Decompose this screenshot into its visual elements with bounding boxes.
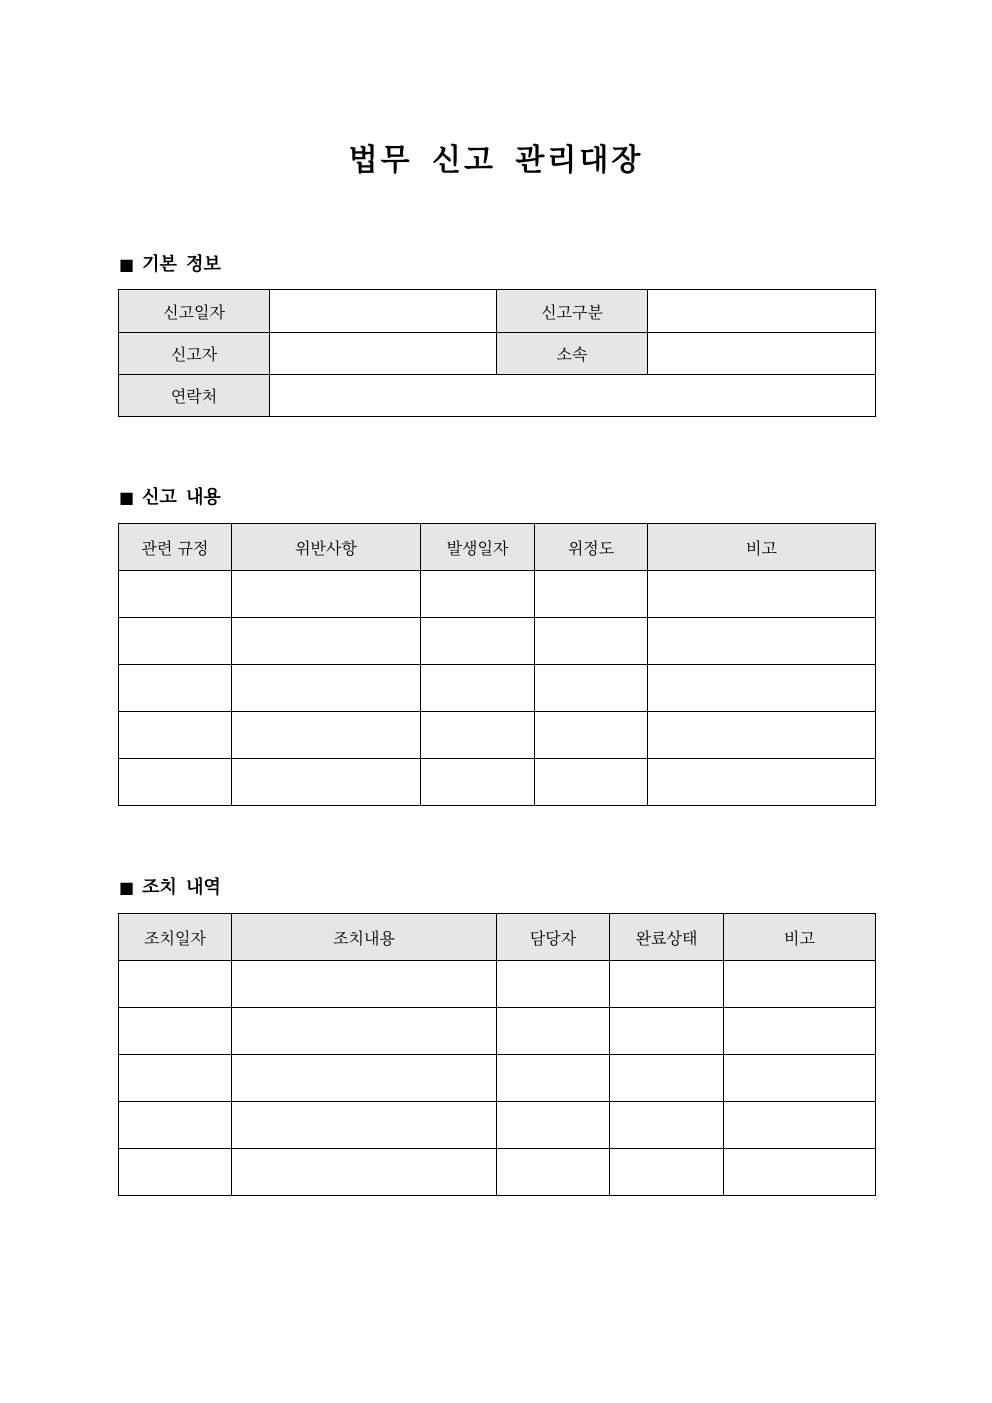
table-header-row <box>119 914 876 961</box>
section-title: 조치 내역 <box>142 877 221 898</box>
table-row <box>119 1055 876 1102</box>
table-cell[interactable] <box>232 759 421 806</box>
table-row <box>119 375 876 417</box>
action-history-table <box>118 913 876 1196</box>
table-row <box>119 618 876 665</box>
table-cell[interactable] <box>119 712 232 759</box>
table-row <box>119 1008 876 1055</box>
table-cell[interactable] <box>119 1055 232 1102</box>
section-heading-action-history <box>119 876 221 900</box>
report-date-label: 신고일자 <box>119 290 270 333</box>
column-header-severity: 위정도 <box>535 524 648 571</box>
table-cell[interactable] <box>421 759 535 806</box>
column-header-completion-status: 완료상태 <box>610 914 724 961</box>
table-row <box>119 290 876 333</box>
report-date-field[interactable] <box>270 290 497 333</box>
table-cell[interactable] <box>535 712 648 759</box>
table-cell[interactable] <box>610 1102 724 1149</box>
table-cell[interactable] <box>232 1055 497 1102</box>
table-cell[interactable] <box>232 961 497 1008</box>
report-type-label: 신고구분 <box>497 290 648 333</box>
table-cell[interactable] <box>535 759 648 806</box>
section-heading-basic-info <box>119 253 221 277</box>
table-header-row <box>119 524 876 571</box>
table-cell[interactable] <box>421 712 535 759</box>
table-cell[interactable] <box>232 1149 497 1196</box>
report-content-table <box>118 523 876 806</box>
table-cell[interactable] <box>535 618 648 665</box>
column-header-assignee: 담당자 <box>497 914 610 961</box>
column-header-remarks: 비고 <box>724 914 876 961</box>
table-cell[interactable] <box>610 961 724 1008</box>
table-cell[interactable] <box>497 1149 610 1196</box>
column-header-related-regulation: 관련 규정 <box>119 524 232 571</box>
table-cell[interactable] <box>648 618 876 665</box>
table-cell[interactable] <box>724 1055 876 1102</box>
table-cell[interactable] <box>421 665 535 712</box>
square-bullet-icon: ■ <box>119 878 135 897</box>
contact-field[interactable] <box>270 375 876 417</box>
table-cell[interactable] <box>610 1008 724 1055</box>
table-cell[interactable] <box>724 1149 876 1196</box>
table-cell[interactable] <box>610 1055 724 1102</box>
affiliation-field[interactable] <box>648 333 876 375</box>
square-bullet-icon: ■ <box>119 255 135 274</box>
section-title: 기본 정보 <box>142 254 221 275</box>
table-cell[interactable] <box>535 665 648 712</box>
table-cell[interactable] <box>724 1102 876 1149</box>
table-cell[interactable] <box>232 571 421 618</box>
table-row <box>119 759 876 806</box>
table-cell[interactable] <box>119 665 232 712</box>
reporter-field[interactable] <box>270 333 497 375</box>
table-cell[interactable] <box>119 759 232 806</box>
table-cell[interactable] <box>119 1008 232 1055</box>
reporter-label: 신고자 <box>119 333 270 375</box>
table-cell[interactable] <box>232 1102 497 1149</box>
table-row <box>119 712 876 759</box>
table-cell[interactable] <box>119 961 232 1008</box>
table-cell[interactable] <box>648 759 876 806</box>
table-cell[interactable] <box>497 1008 610 1055</box>
table-cell[interactable] <box>610 1149 724 1196</box>
table-cell[interactable] <box>724 961 876 1008</box>
table-cell[interactable] <box>497 1055 610 1102</box>
table-cell[interactable] <box>497 961 610 1008</box>
table-cell[interactable] <box>724 1008 876 1055</box>
table-row <box>119 1102 876 1149</box>
contact-label: 연락처 <box>119 375 270 417</box>
table-cell[interactable] <box>232 712 421 759</box>
page-title: 법무 신고 관리대장 <box>348 143 644 178</box>
column-header-occurrence-date: 발생일자 <box>421 524 535 571</box>
table-cell[interactable] <box>497 1102 610 1149</box>
table-row <box>119 1149 876 1196</box>
column-header-violation: 위반사항 <box>232 524 421 571</box>
section-heading-report-content <box>119 486 221 510</box>
column-header-remarks: 비고 <box>648 524 876 571</box>
table-row <box>119 333 876 375</box>
table-cell[interactable] <box>232 1008 497 1055</box>
table-cell[interactable] <box>232 618 421 665</box>
affiliation-label: 소속 <box>497 333 648 375</box>
table-cell[interactable] <box>119 1149 232 1196</box>
column-header-action-content: 조치내용 <box>232 914 497 961</box>
table-cell[interactable] <box>648 571 876 618</box>
column-header-action-date: 조치일자 <box>119 914 232 961</box>
table-row <box>119 571 876 618</box>
table-cell[interactable] <box>119 1102 232 1149</box>
basic-info-table <box>118 289 876 417</box>
table-cell[interactable] <box>648 665 876 712</box>
report-type-field[interactable] <box>648 290 876 333</box>
table-cell[interactable] <box>648 712 876 759</box>
table-cell[interactable] <box>119 571 232 618</box>
table-row <box>119 665 876 712</box>
section-title: 신고 내용 <box>142 487 221 508</box>
table-cell[interactable] <box>535 571 648 618</box>
table-row <box>119 961 876 1008</box>
table-cell[interactable] <box>421 571 535 618</box>
square-bullet-icon: ■ <box>119 488 135 507</box>
table-cell[interactable] <box>232 665 421 712</box>
table-cell[interactable] <box>421 618 535 665</box>
table-cell[interactable] <box>119 618 232 665</box>
